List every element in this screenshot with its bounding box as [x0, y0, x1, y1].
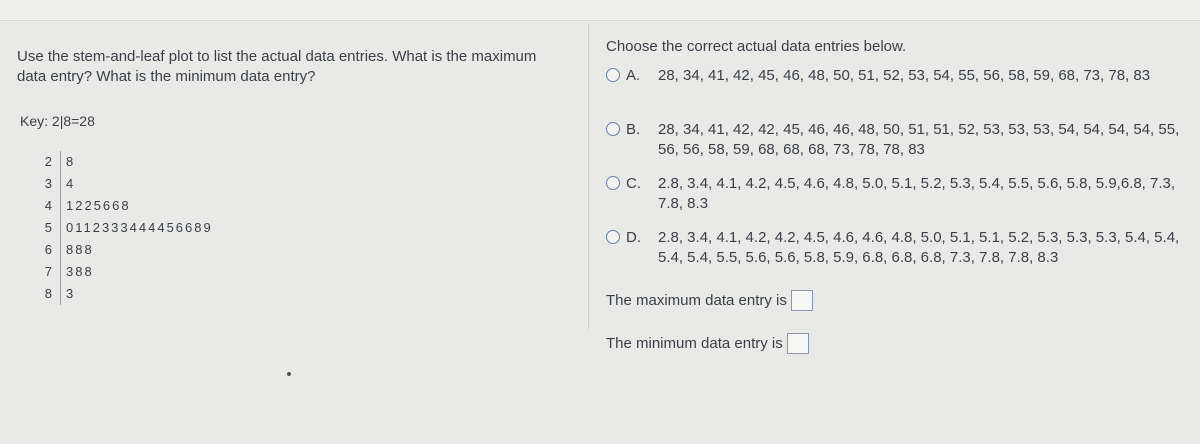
- panel-divider: [588, 24, 589, 329]
- question-line-2: data entry? What is the minimum data entry?: [17, 68, 316, 85]
- option-letter: B.: [626, 121, 641, 138]
- stem: 4: [44, 198, 54, 213]
- max-entry-row: [606, 290, 813, 311]
- leaves: 0112333444456689: [66, 220, 213, 235]
- radio-button-icon[interactable]: [606, 68, 620, 82]
- stemleaf-row: [34, 239, 213, 261]
- stemleaf-row: [34, 151, 213, 173]
- stemleaf-row: [34, 261, 213, 283]
- choices-prompt: Choose the correct actual data entries below.: [606, 38, 907, 55]
- radio-button-icon[interactable]: [606, 176, 620, 190]
- leaves: 4: [66, 176, 76, 191]
- leaves: 888: [66, 242, 94, 257]
- max-entry-input[interactable]: [791, 290, 813, 311]
- question-text: [17, 47, 577, 87]
- stemleaf-row: [34, 283, 213, 305]
- leaves: 388: [66, 264, 94, 279]
- option-text: 28, 34, 41, 42, 45, 46, 48, 50, 51, 52, 53, 54, 55, 56, 58, 59, 68, 73, 78, 83: [658, 67, 1151, 84]
- stem: 2: [44, 154, 54, 169]
- stemleaf-row: [34, 173, 213, 195]
- plot-key: Key: 2|8=28: [20, 113, 95, 129]
- stemleaf-row: [34, 195, 213, 217]
- leaves: 8: [66, 154, 76, 169]
- stem: 7: [44, 264, 54, 279]
- leaves: 3: [66, 286, 76, 301]
- stem: 3: [44, 176, 54, 191]
- top-strip: [0, 0, 1200, 21]
- stemleaf-row: [34, 217, 213, 239]
- option-text: 2.8, 3.4, 4.1, 4.2, 4.5, 4.6, 4.8, 5.0, 5.1, 5.2, 5.3, 5.4, 5.5, 5.6, 5.8, 5.9,6.8, 7.3, 7.8, 8.3: [658, 175, 1176, 212]
- cursor-dot: [287, 372, 291, 376]
- max-entry-label: The maximum data entry is: [606, 292, 787, 309]
- min-entry-row: [606, 333, 809, 354]
- radio-button-icon[interactable]: [606, 230, 620, 244]
- min-entry-input[interactable]: [787, 333, 809, 354]
- stem: 8: [44, 286, 54, 301]
- option-letter: C.: [626, 175, 641, 192]
- stem-and-leaf-plot: [34, 151, 213, 305]
- option-text: 2.8, 3.4, 4.1, 4.2, 4.2, 4.5, 4.6, 4.6, 4.8, 5.0, 5.1, 5.1, 5.2, 5.3, 5.3, 5.3, 5.4, 5.4, 5.4, 5.4, 5.5, 5.6, 5.6, 5.8, 5.9, 6.8, 6.8, 6.8, 7.3, 7.8, 7.8, 8.3: [658, 229, 1180, 266]
- question-line-1: Use the stem-and-leaf plot to list the actual data entries. What is the maximum: [17, 48, 537, 65]
- stem: 5: [44, 220, 54, 235]
- option-letter: A.: [626, 67, 641, 84]
- min-entry-label: The minimum data entry is: [606, 335, 783, 352]
- stem: 6: [44, 242, 54, 257]
- radio-button-icon[interactable]: [606, 122, 620, 136]
- option-letter: D.: [626, 229, 641, 246]
- option-text: 28, 34, 41, 42, 42, 45, 46, 46, 48, 50, 51, 51, 52, 53, 53, 53, 54, 54, 54, 54, 55, 56, 56, 58, 59, 68, 68, 68, 73, 78, 78, 83: [658, 121, 1180, 158]
- leaves: 1225668: [66, 198, 131, 213]
